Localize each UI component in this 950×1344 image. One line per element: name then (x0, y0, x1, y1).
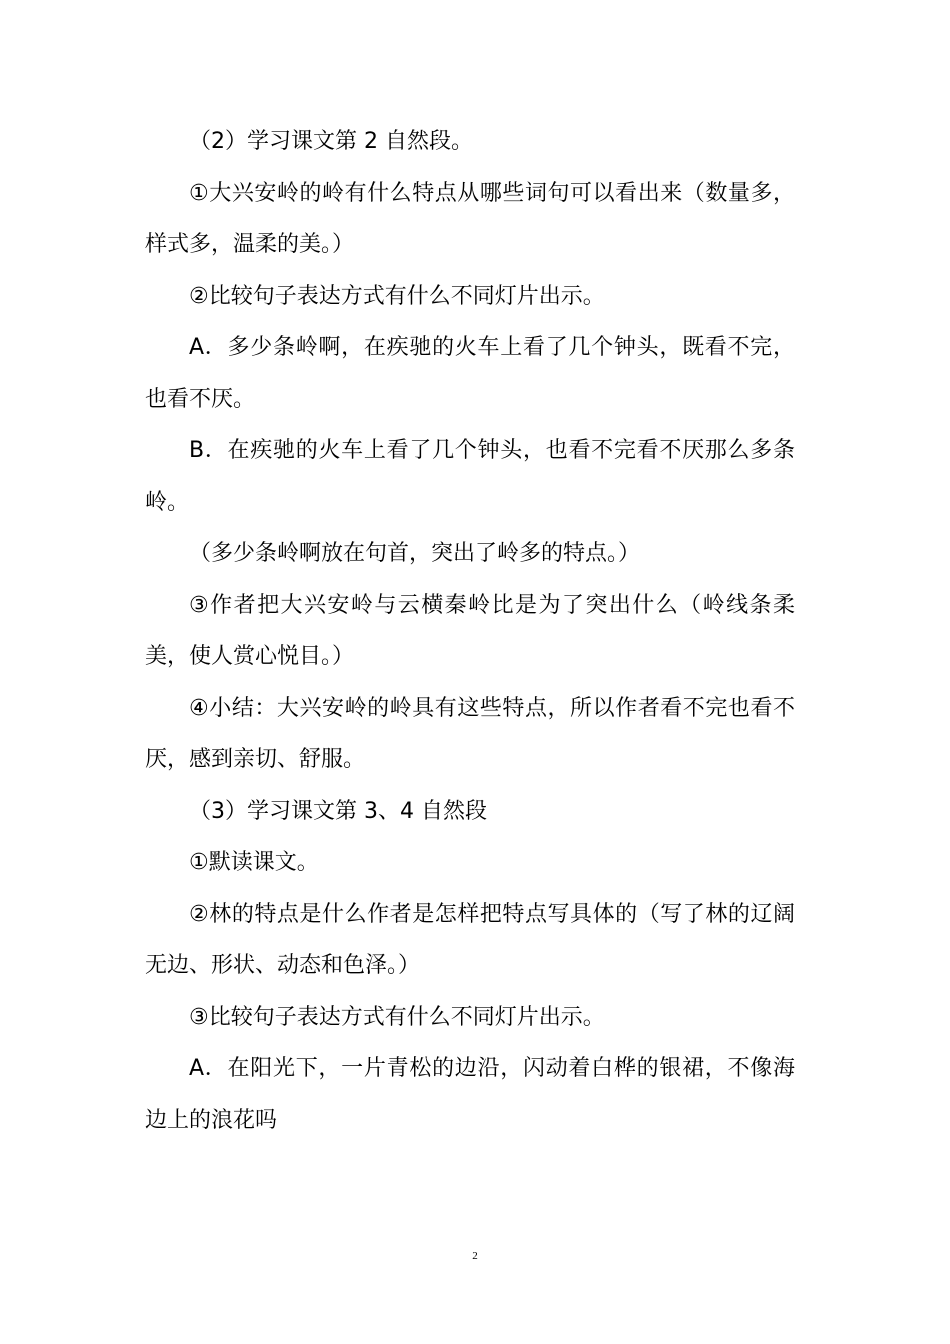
paragraph-question-1: ①大兴安岭的岭有什么特点从哪些词句可以看出来（数量多，样式多，温柔的美。） (145, 180, 795, 257)
paragraph-question-2: ②比较句子表达方式有什么不同灯片出示。 (189, 283, 605, 309)
paragraph-sentence-a-2: A．在阳光下，一片青松的边沿，闪动着白桦的银裙，不像海边上的浪花吗 (145, 1056, 795, 1133)
paragraph-step-2: ②林的特点是什么作者是怎样把特点写具体的（写了林的辽阔无边、形状、动态和色泽。） (145, 901, 795, 978)
document-body (145, 116, 795, 1146)
paragraph-sentence-b: B．在疾驰的火车上看了几个钟头，也看不完看不厌那么多条岭。 (145, 438, 795, 515)
paragraph-section-3-heading: （3）学习课文第 3、4 自然段 (189, 798, 487, 824)
paragraph-note: （多少条岭啊放在句首，突出了岭多的特点。） (189, 541, 641, 566)
page-number: 2 (472, 1250, 478, 1262)
paragraph-sentence-a: A．多少条岭啊，在疾驰的火车上看了几个钟头，既看不完，也看不厌。 (145, 335, 795, 412)
paragraph-summary: ④小结：大兴安岭的岭具有这些特点，所以作者看不完也看不厌，感到亲切、舒服。 (145, 695, 795, 772)
paragraph-question-3: ③作者把大兴安岭与云横秦岭比是为了突出什么（岭线条柔美，使人赏心悦目。） (145, 592, 795, 669)
paragraph-section-2-heading: （2）学习课文第 2 自然段。 (189, 129, 473, 154)
paragraph-step-3: ③比较句子表达方式有什么不同灯片出示。 (189, 1004, 605, 1030)
paragraph-step-1: ①默读课文。 (189, 850, 319, 875)
